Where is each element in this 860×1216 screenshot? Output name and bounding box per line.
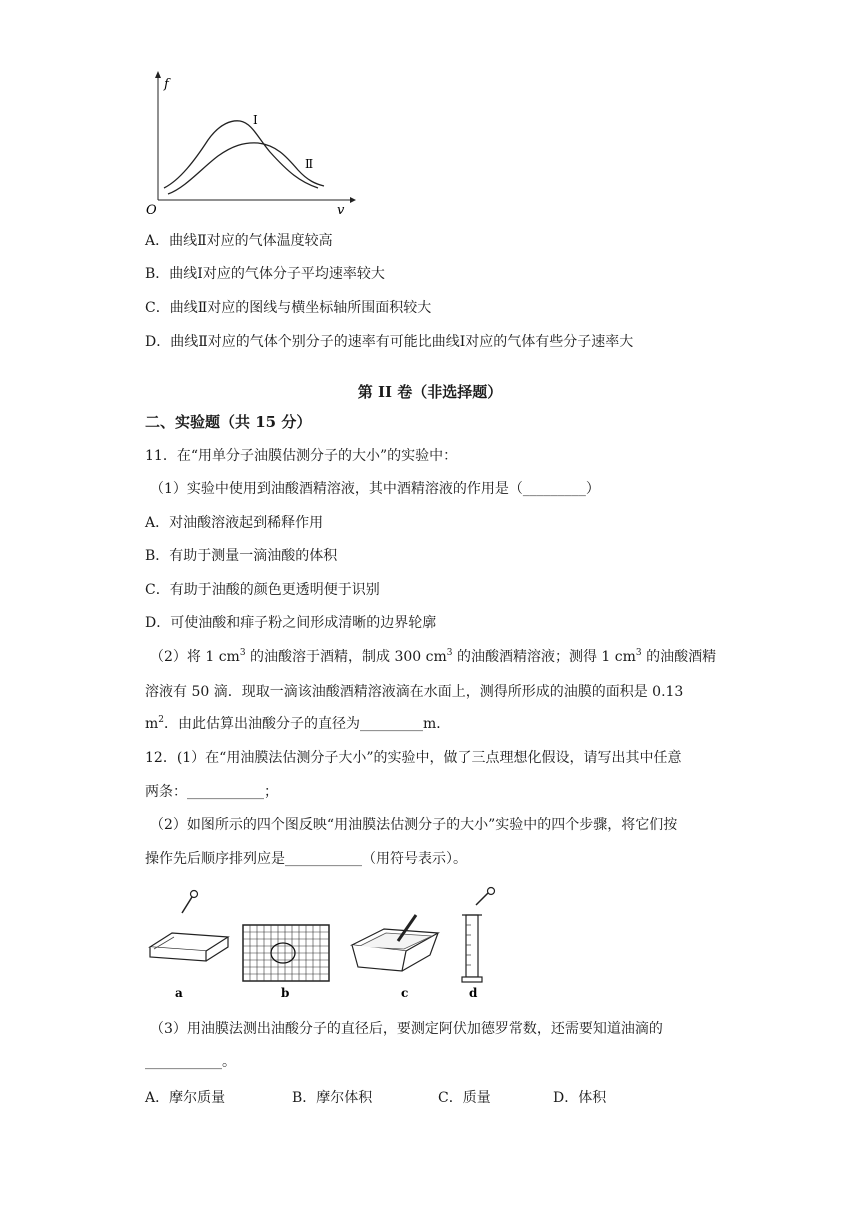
q11-part2-line2: 溶液有 50 滴．现取一滴该油酸酒精溶液滴在水面上，测得所形成的油膜的面积是 0.13 [145, 684, 684, 700]
q12-part2-line1: （2）如图所示的四个图反映“用油膜法估测分子的大小”实验中的四个步骤，将它们按 [150, 817, 678, 833]
q11-part2-sup-4: 2 [158, 715, 165, 725]
q12-part1-line1: 12．(1）在“用油膜法估测分子大小”的实验中，做了三点理想化假设，请写出其中任意 [145, 750, 682, 766]
section2-heading: 二、实验题（共 15 分） [145, 413, 312, 431]
x-axis-arrow [350, 197, 356, 203]
y-axis-label: f [164, 77, 169, 92]
q12-option-c: C．质量 [438, 1090, 491, 1106]
q10-option-b: B．曲线Ⅰ对应的气体分子平均速率较大 [145, 266, 385, 282]
q11-part2-line3 [145, 715, 450, 733]
q11-part2-text-c: 的油酸酒精溶液；测得 1 cm [452, 649, 636, 665]
q11-stem: 11．在“用单分子油膜估测分子的大小”的实验中： [145, 448, 458, 464]
q12-part1-line2: 两条：___________； [145, 784, 278, 800]
q11-part2-sup-2: 3 [446, 648, 453, 658]
curve-II-label: Ⅱ [305, 157, 314, 171]
figure-b [243, 925, 329, 1000]
q11-part2-text-b: 的油酸溶于酒精，制成 300 cm [245, 649, 447, 665]
x-axis-label: v [337, 203, 345, 218]
section-title: 第 II 卷（非选择题） [357, 383, 503, 401]
q12-part3-line2: ___________。 [145, 1054, 236, 1070]
q11-option-b: B．有助于测量一滴油酸的体积 [145, 548, 338, 564]
q10-option-c: C．曲线Ⅱ对应的图线与横坐标轴所围面积较大 [145, 300, 432, 316]
q12-option-d: D．体积 [553, 1090, 607, 1106]
figure-c-label: c [401, 986, 409, 1000]
curve-I-label: Ⅰ [253, 113, 258, 127]
curve-I [164, 121, 318, 188]
q11-option-c: C．有助于油酸的颜色更透明便于识别 [145, 582, 380, 598]
origin-label: O [146, 203, 157, 218]
q11-part2-sup-3: 3 [635, 648, 642, 658]
q11-part2-text-e: ．由此估算出油酸分子的直径为_________m． [164, 716, 451, 732]
figure-a [150, 891, 228, 1001]
q12-part2-line2: 操作先后顺序排列应是___________（用符号表示）。 [145, 851, 467, 867]
curve-II [168, 143, 324, 194]
figure-c [352, 915, 438, 1000]
q11-part2-text-a: （2）将 1 cm [150, 649, 240, 665]
q11-option-d: D．可使油酸和痱子粉之间形成清晰的边界轮廓 [145, 615, 437, 631]
q11-part2-text-d: 的油酸酒精 [641, 649, 717, 665]
figure-d-label: d [469, 986, 478, 1000]
experiment-steps-figure [140, 885, 510, 1005]
q10-option-a: A．曲线Ⅱ对应的气体温度较高 [145, 233, 333, 249]
figure-d [462, 888, 495, 1001]
q10-option-d: D．曲线Ⅱ对应的气体个别分子的速率有可能比曲线Ⅰ对应的气体有些分子速率大 [145, 334, 634, 350]
q11-option-a: A．对油酸溶液起到稀释作用 [145, 515, 324, 531]
figure-a-label: a [175, 986, 183, 1000]
q11-part1: （1）实验中使用到油酸酒精溶液，其中酒精溶液的作用是（_________） [150, 481, 600, 497]
speed-distribution-graph [140, 68, 360, 218]
q11-part2-unit-m: m [145, 716, 159, 732]
y-axis-arrow [155, 71, 161, 78]
q11-part2-line1 [150, 648, 716, 666]
q12-part3-line1: （3）用油膜法测出油酸分子的直径后，要测定阿伏加德罗常数，还需要知道油滴的 [150, 1021, 663, 1037]
q12-option-b: B．摩尔体积 [292, 1090, 373, 1106]
figure-b-label: b [281, 986, 290, 1000]
q11-part2-sup-1: 3 [239, 648, 246, 658]
q12-option-a: A．摩尔质量 [145, 1090, 226, 1106]
